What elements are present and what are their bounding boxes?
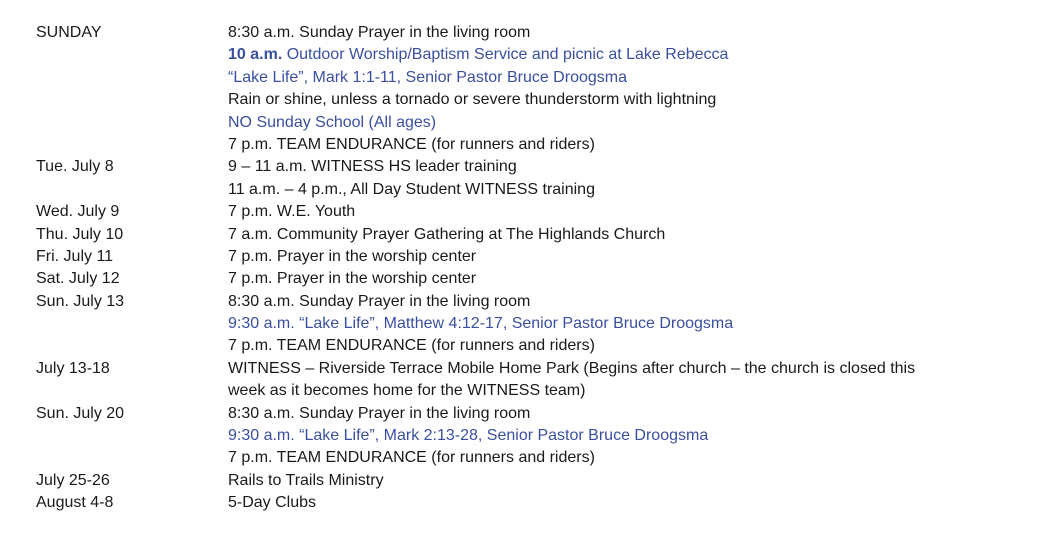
event-description — [228, 112, 1026, 134]
event-description — [228, 470, 1026, 492]
event-text: 8:30 a.m. Sunday Prayer in the living room — [228, 292, 531, 310]
event-text: 8:30 a.m. Sunday Prayer in the living room — [228, 24, 531, 41]
event-text: Outdoor Worship/Baptism Service and picnic at Lake Rebecca — [282, 46, 729, 64]
event-description — [228, 134, 1026, 156]
event-text: 5-Day Clubs — [228, 494, 317, 512]
event-date: Fri. July 11 — [36, 247, 114, 265]
schedule-row — [36, 335, 1026, 357]
event-date — [36, 447, 228, 469]
schedule-row — [36, 156, 1026, 178]
event-text: 8:30 a.m. Sunday Prayer in the living room — [228, 404, 531, 422]
event-date: Thu. July 10 — [36, 225, 124, 243]
event-description — [228, 403, 1026, 425]
event-text: 11 a.m. – 4 p.m., All Day Student WITNESS training — [228, 180, 595, 198]
event-description — [228, 268, 1026, 290]
event-text: 9:30 a.m. “Lake Life”, Matthew 4:12-17, Senior Pastor Bruce Droogsma — [228, 315, 734, 333]
schedule-row — [36, 358, 1026, 380]
event-date — [36, 134, 228, 156]
schedule-row — [36, 425, 1026, 447]
event-text: 9:30 a.m. “Lake Life”, Mark 2:13-28, Senior Pastor Bruce Droogsma — [228, 427, 709, 445]
event-time: 10 a.m. — [228, 46, 283, 64]
schedule-row — [36, 179, 1026, 201]
event-text: 9 – 11 a.m. WITNESS HS leader training — [228, 158, 517, 176]
event-text: WITNESS – Riverside Terrace Mobile Home Park (Begins after church – the church is closed this — [228, 359, 916, 377]
schedule-row — [36, 224, 1026, 246]
event-date — [36, 179, 228, 201]
event-description — [228, 156, 1026, 178]
event-text: 7 p.m. TEAM ENDURANCE (for runners and riders) — [228, 449, 595, 467]
event-description — [228, 335, 1026, 357]
event-date — [36, 112, 228, 134]
schedule-row — [36, 470, 1026, 492]
event-text: 7 p.m. TEAM ENDURANCE (for runners and riders) — [228, 135, 595, 153]
event-date: August 4-8 — [36, 494, 114, 512]
schedule-row — [36, 89, 1026, 111]
event-date — [36, 89, 228, 111]
schedule-row — [36, 291, 1026, 313]
event-text: 7 p.m. Prayer in the worship center — [228, 247, 477, 265]
event-text: 7 a.m. Community Prayer Gathering at The Highlands Church — [228, 225, 666, 243]
event-description — [228, 380, 1026, 402]
event-description — [228, 425, 1026, 447]
schedule-row — [36, 112, 1026, 134]
event-date — [36, 380, 228, 402]
event-date — [36, 44, 228, 66]
schedule-row — [36, 403, 1026, 425]
event-description — [228, 358, 1026, 380]
event-description — [228, 291, 1026, 313]
event-schedule — [36, 22, 1026, 515]
event-description — [228, 246, 1026, 268]
event-description — [228, 492, 1026, 514]
event-date: Sat. July 12 — [36, 270, 120, 288]
event-text: 7 p.m. W.E. Youth — [228, 203, 356, 221]
event-text: Rain or shine, unless a tornado or severe thunderstorm with lightning — [228, 91, 717, 109]
event-text: 7 p.m. Prayer in the worship center — [228, 270, 477, 288]
event-date: Sun. July 20 — [36, 404, 125, 422]
event-description — [228, 447, 1026, 469]
event-date — [36, 67, 228, 89]
event-description — [228, 67, 1026, 89]
event-text: week as it becomes home for the WITNESS team) — [228, 382, 586, 400]
schedule-row — [36, 380, 1026, 402]
event-text: NO Sunday School (All ages) — [228, 113, 437, 131]
event-date: July 25-26 — [36, 471, 110, 489]
event-description — [228, 224, 1026, 246]
event-description — [228, 89, 1026, 111]
event-date: Sun. July 13 — [36, 292, 125, 310]
schedule-row — [36, 44, 1026, 66]
schedule-row — [36, 22, 1026, 44]
event-date: July 13-18 — [36, 359, 110, 377]
event-text: Rails to Trails Ministry — [228, 471, 384, 489]
event-date: Tue. July 8 — [36, 158, 114, 176]
schedule-row — [36, 201, 1026, 223]
schedule-row — [36, 246, 1026, 268]
schedule-row — [36, 67, 1026, 89]
event-description — [228, 313, 1026, 335]
event-date: Wed. July 9 — [36, 203, 120, 221]
event-description — [228, 179, 1026, 201]
event-date — [36, 425, 228, 447]
schedule-row — [36, 313, 1026, 335]
event-date — [36, 313, 228, 335]
event-text: “Lake Life”, Mark 1:1-11, Senior Pastor Bruce Droogsma — [228, 68, 627, 86]
schedule-row — [36, 492, 1026, 514]
schedule-row — [36, 447, 1026, 469]
event-description — [228, 201, 1026, 223]
event-description — [228, 44, 1026, 66]
event-text: 7 p.m. TEAM ENDURANCE (for runners and riders) — [228, 337, 595, 355]
event-date — [36, 335, 228, 357]
event-date: SUNDAY — [36, 24, 102, 41]
schedule-row — [36, 268, 1026, 290]
schedule-row — [36, 134, 1026, 156]
event-description — [228, 22, 1026, 44]
